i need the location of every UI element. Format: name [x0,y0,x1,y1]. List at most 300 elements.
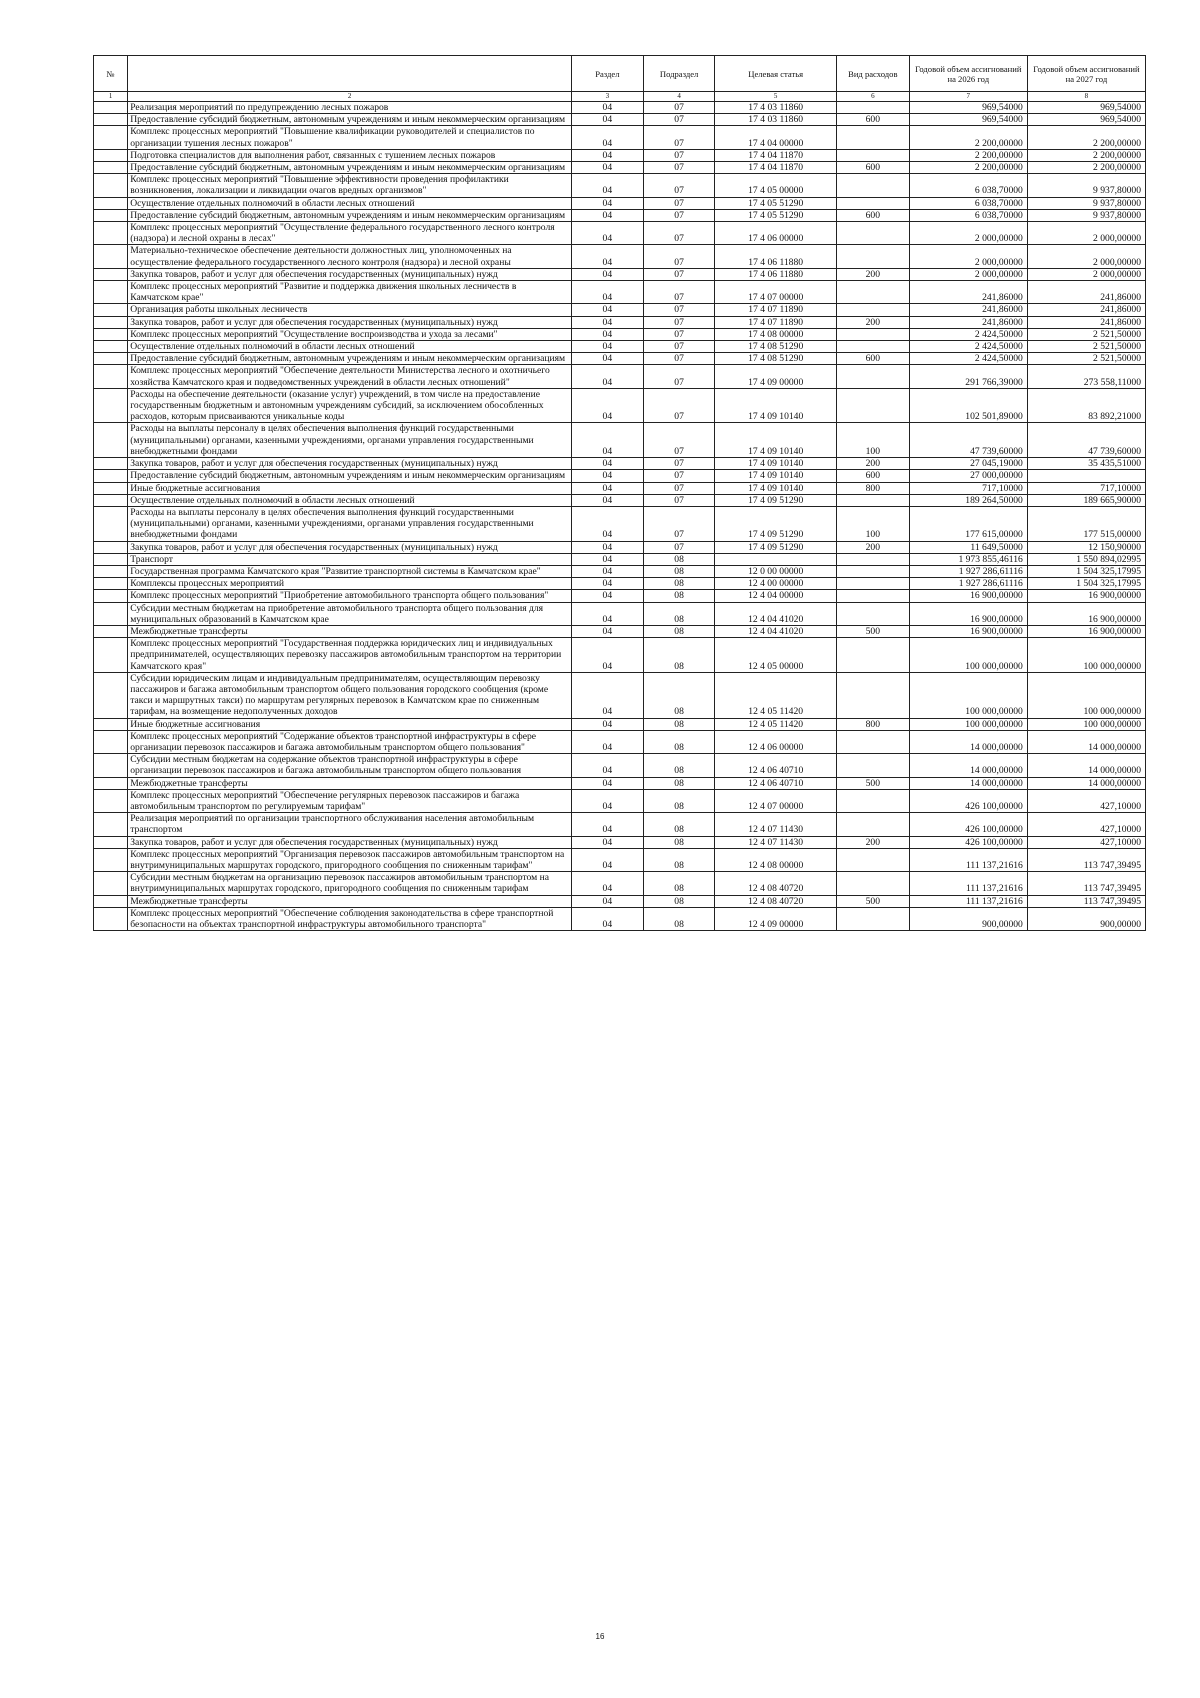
row-razdel-cell: 04 [571,754,643,777]
row-razdel-cell: 04 [571,907,643,930]
row-podrazdel-cell: 08 [643,730,715,753]
row-podrazdel-cell: 07 [643,506,715,541]
row-podrazdel-cell: 08 [643,872,715,895]
row-expense-type-cell [836,245,909,268]
header-expense-type: Вид расходов [836,56,909,92]
column-number: 8 [1027,92,1145,102]
row-amount-2026-cell: 969,54000 [909,114,1027,126]
row-target-article-cell: 17 4 07 00000 [715,281,836,304]
row-expense-type-cell: 200 [836,541,909,553]
table-row [94,222,1146,245]
row-podrazdel-cell: 07 [643,281,715,304]
row-name-cell: Организация работы школьных лесничеств [128,304,572,316]
row-expense-type-cell [836,638,909,673]
row-name-cell: Комплекс процессных мероприятий "Повышение эффективности проведения профилактики возникновения, локализации и ликвидации очагов вредных организмов" [128,174,572,197]
row-name-cell: Закупка товаров, работ и услуг для обеспечения государственных (муниципальных) нужд [128,316,572,328]
row-number-cell [94,353,128,365]
table-row [94,174,1146,197]
table-row [94,365,1146,388]
row-razdel-cell: 04 [571,304,643,316]
table-row [94,672,1146,718]
row-podrazdel-cell: 08 [643,565,715,577]
row-target-article-cell: 12 4 04 41020 [715,625,836,637]
row-name-cell: Подготовка специалистов для выполнения работ, связанных с тушением лесных пожаров [128,149,572,161]
row-expense-type-cell [836,328,909,340]
row-number-cell [94,209,128,221]
row-razdel-cell: 04 [571,268,643,280]
row-amount-2026-cell: 291 766,39000 [909,365,1027,388]
header-podrazdel: Подраздел [643,56,715,92]
row-razdel-cell: 04 [571,718,643,730]
row-name-cell: Осуществление отдельных полномочий в области лесных отношений [128,341,572,353]
row-number-cell [94,328,128,340]
row-amount-2027-cell: 9 937,80000 [1027,209,1145,221]
header-target-article: Целевая статья [715,56,836,92]
row-amount-2026-cell: 717,10000 [909,482,1027,494]
table-row [94,565,1146,577]
table-row [94,813,1146,836]
table-header-row [94,56,1146,92]
row-name-cell: Предоставление субсидий бюджетным, автономным учреждениям и иным некоммерческим организациям [128,114,572,126]
row-podrazdel-cell: 08 [643,777,715,789]
row-target-article-cell: 17 4 04 00000 [715,126,836,149]
row-target-article-cell: 17 4 09 10140 [715,458,836,470]
row-amount-2026-cell: 1 927 286,61116 [909,565,1027,577]
row-name-cell: Реализация мероприятий по организации транспортного обслуживания населения автомобильным транспортом [128,813,572,836]
table-row [94,872,1146,895]
row-amount-2027-cell: 2 200,00000 [1027,149,1145,161]
row-amount-2026-cell: 100 000,00000 [909,638,1027,673]
row-name-cell: Материально-техническое обеспечение деятельности должностных лиц, уполномоченных на осуществление федерального государственного лесного контроля (надзора) и лесной охраны [128,245,572,268]
row-razdel-cell: 04 [571,209,643,221]
table-row [94,281,1146,304]
row-podrazdel-cell: 07 [643,126,715,149]
row-podrazdel-cell: 07 [643,197,715,209]
row-number-cell [94,602,128,625]
row-name-cell: Иные бюджетные ассигнования [128,482,572,494]
row-name-cell: Комплекс процессных мероприятий "Содержание объектов транспортной инфраструктуры в сфере организации перевозок пассажиров и багажа автомобильным транспортом общего пользования" [128,730,572,753]
table-row [94,102,1146,114]
row-target-article-cell: 17 4 03 11860 [715,102,836,114]
row-razdel-cell: 04 [571,553,643,565]
row-podrazdel-cell: 08 [643,578,715,590]
row-number-cell [94,245,128,268]
row-number-cell [94,836,128,848]
table-row [94,470,1146,482]
row-podrazdel-cell: 07 [643,328,715,340]
row-number-cell [94,174,128,197]
row-amount-2026-cell: 6 038,70000 [909,174,1027,197]
row-number-cell [94,341,128,353]
row-amount-2026-cell: 47 739,60000 [909,423,1027,458]
row-expense-type-cell: 500 [836,895,909,907]
row-amount-2027-cell: 113 747,39495 [1027,895,1145,907]
column-number-row [94,92,1146,102]
row-razdel-cell: 04 [571,541,643,553]
table-row [94,907,1146,930]
row-expense-type-cell: 600 [836,353,909,365]
row-name-cell: Закупка товаров, работ и услуг для обеспечения государственных (муниципальных) нужд [128,541,572,553]
row-number-cell [94,813,128,836]
row-name-cell: Транспорт [128,553,572,565]
table-body [94,102,1146,931]
row-number-cell [94,718,128,730]
row-name-cell: Комплекс процессных мероприятий "Государственная поддержка юридических лиц и индивидуальных предпринимателей, осуществляющих перевозку пассажиров автомобильным транспортом на территории Камчатского края" [128,638,572,673]
row-target-article-cell: 12 4 04 00000 [715,590,836,602]
row-amount-2027-cell [1027,470,1145,482]
row-podrazdel-cell: 07 [643,102,715,114]
table-row [94,836,1146,848]
row-amount-2026-cell: 426 100,00000 [909,836,1027,848]
row-expense-type-cell: 600 [836,114,909,126]
row-amount-2026-cell: 100 000,00000 [909,672,1027,718]
row-amount-2027-cell: 47 739,60000 [1027,423,1145,458]
row-podrazdel-cell: 07 [643,174,715,197]
row-amount-2027-cell: 2 521,50000 [1027,341,1145,353]
row-expense-type-cell: 500 [836,625,909,637]
row-target-article-cell: 17 4 08 51290 [715,341,836,353]
row-amount-2026-cell: 2 424,50000 [909,341,1027,353]
row-podrazdel-cell: 08 [643,848,715,871]
row-target-article-cell: 17 4 08 00000 [715,328,836,340]
row-target-article-cell: 12 4 08 40720 [715,872,836,895]
row-amount-2026-cell: 16 900,00000 [909,602,1027,625]
row-razdel-cell: 04 [571,222,643,245]
row-name-cell: Иные бюджетные ассигнования [128,718,572,730]
row-amount-2027-cell: 427,10000 [1027,836,1145,848]
row-number-cell [94,304,128,316]
row-name-cell: Закупка товаров, работ и услуг для обеспечения государственных (муниципальных) нужд [128,836,572,848]
row-target-article-cell: 12 4 06 00000 [715,730,836,753]
row-expense-type-cell: 100 [836,423,909,458]
table-row [94,245,1146,268]
table-row [94,458,1146,470]
row-target-article-cell: 12 0 00 00000 [715,565,836,577]
row-target-article-cell: 17 4 09 10140 [715,482,836,494]
row-expense-type-cell [836,602,909,625]
row-razdel-cell: 04 [571,578,643,590]
row-podrazdel-cell: 07 [643,222,715,245]
row-amount-2027-cell: 1 504 325,17995 [1027,578,1145,590]
row-amount-2026-cell: 6 038,70000 [909,197,1027,209]
row-razdel-cell: 04 [571,789,643,812]
row-amount-2027-cell: 177 515,00000 [1027,506,1145,541]
row-razdel-cell: 04 [571,174,643,197]
row-amount-2027-cell: 2 200,00000 [1027,162,1145,174]
row-expense-type-cell: 200 [836,836,909,848]
header-razdel: Раздел [571,56,643,92]
row-podrazdel-cell: 08 [643,789,715,812]
table-row [94,541,1146,553]
row-name-cell: Предоставление субсидий бюджетным, автономным учреждениям и иным некоммерческим организациям [128,209,572,221]
row-amount-2027-cell: 2 521,50000 [1027,353,1145,365]
row-expense-type-cell [836,907,909,930]
row-amount-2026-cell: 900,00000 [909,907,1027,930]
row-amount-2026-cell: 969,54000 [909,102,1027,114]
row-target-article-cell: 17 4 04 11870 [715,149,836,161]
row-name-cell: Межбюджетные трансферты [128,625,572,637]
row-razdel-cell: 04 [571,197,643,209]
row-podrazdel-cell: 08 [643,813,715,836]
table-row [94,506,1146,541]
row-target-article-cell: 12 4 05 11420 [715,672,836,718]
row-amount-2026-cell: 2 200,00000 [909,149,1027,161]
row-number-cell [94,222,128,245]
table-row [94,553,1146,565]
row-amount-2027-cell: 100 000,00000 [1027,638,1145,673]
row-expense-type-cell [836,341,909,353]
table-row [94,625,1146,637]
row-amount-2027-cell: 12 150,90000 [1027,541,1145,553]
row-name-cell: Субсидии местным бюджетам на содержание объектов транспортной инфраструктуры в сфере организации перевозок пассажиров и багажа автомобильным транспортом общего пользования [128,754,572,777]
row-razdel-cell: 04 [571,638,643,673]
row-name-cell: Расходы на выплаты персоналу в целях обеспечения выполнения функций государственными (муниципальными) органами, казенными учреждениями, органами управления государственными внебюджетными фондами [128,423,572,458]
row-name-cell: Государственная программа Камчатского края "Развитие транспортной системы в Камчатском крае" [128,565,572,577]
row-name-cell: Субсидии юридическим лицам и индивидуальным предпринимателям, осуществляющим перевозку пассажиров и багажа автомобильным транспортом общего пользования городского сообщения (кроме такси и маршрутных такси) по маршрутам регулярных перевозок в Камчатском крае по сниженным тарифам, на возмещение недополученных доходов [128,672,572,718]
row-target-article-cell: 17 4 05 51290 [715,209,836,221]
row-number-cell [94,895,128,907]
row-number-cell [94,388,128,423]
row-razdel-cell: 04 [571,245,643,268]
row-expense-type-cell: 200 [836,458,909,470]
table-row [94,789,1146,812]
row-number-cell [94,482,128,494]
row-name-cell: Предоставление субсидий бюджетным, автономным учреждениям и иным некоммерческим организациям [128,162,572,174]
row-amount-2026-cell: 11 649,50000 [909,541,1027,553]
row-name-cell: Реализация мероприятий по предупреждению лесных пожаров [128,102,572,114]
row-podrazdel-cell: 07 [643,458,715,470]
row-podrazdel-cell: 07 [643,541,715,553]
row-razdel-cell: 04 [571,672,643,718]
row-amount-2026-cell: 6 038,70000 [909,209,1027,221]
row-target-article-cell: 17 4 09 10140 [715,388,836,423]
table-row [94,353,1146,365]
row-name-cell: Комплекс процессных мероприятий "Приобретение автомобильного транспорта общего пользования" [128,590,572,602]
row-number-cell [94,848,128,871]
row-expense-type-cell [836,365,909,388]
row-razdel-cell: 04 [571,482,643,494]
table-row [94,304,1146,316]
row-amount-2026-cell: 241,86000 [909,281,1027,304]
column-number: 5 [715,92,836,102]
row-razdel-cell: 04 [571,590,643,602]
row-amount-2027-cell: 9 937,80000 [1027,197,1145,209]
row-target-article-cell: 12 4 05 00000 [715,638,836,673]
row-podrazdel-cell: 08 [643,907,715,930]
row-expense-type-cell: 200 [836,316,909,328]
row-podrazdel-cell: 08 [643,718,715,730]
row-amount-2026-cell: 14 000,00000 [909,777,1027,789]
row-amount-2026-cell: 14 000,00000 [909,754,1027,777]
row-razdel-cell: 04 [571,813,643,836]
row-expense-type-cell [836,730,909,753]
row-amount-2027-cell: 969,54000 [1027,114,1145,126]
row-amount-2026-cell: 177 615,00000 [909,506,1027,541]
row-expense-type-cell [836,174,909,197]
row-number-cell [94,316,128,328]
row-podrazdel-cell: 07 [643,470,715,482]
row-target-article-cell: 17 4 05 00000 [715,174,836,197]
row-expense-type-cell [836,848,909,871]
table-row [94,341,1146,353]
row-podrazdel-cell: 07 [643,482,715,494]
row-name-cell: Осуществление отдельных полномочий в области лесных отношений [128,197,572,209]
table-row [94,197,1146,209]
row-expense-type-cell [836,813,909,836]
row-amount-2027-cell: 100 000,00000 [1027,718,1145,730]
row-name-cell: Межбюджетные трансферты [128,777,572,789]
row-expense-type-cell: 500 [836,777,909,789]
row-number-cell [94,789,128,812]
row-podrazdel-cell: 07 [643,268,715,280]
row-podrazdel-cell: 08 [643,590,715,602]
table-row [94,777,1146,789]
row-razdel-cell: 04 [571,281,643,304]
row-amount-2027-cell: 427,10000 [1027,813,1145,836]
table-row [94,388,1146,423]
column-number: 2 [128,92,572,102]
row-expense-type-cell: 800 [836,718,909,730]
row-number-cell [94,754,128,777]
row-name-cell: Закупка товаров, работ и услуг для обеспечения государственных (муниципальных) нужд [128,458,572,470]
row-expense-type-cell [836,126,909,149]
row-name-cell: Предоставление субсидий бюджетным, автономным учреждениям и иным некоммерческим организациям [128,353,572,365]
row-expense-type-cell [836,789,909,812]
row-amount-2027-cell: 113 747,39495 [1027,848,1145,871]
row-amount-2027-cell: 14 000,00000 [1027,754,1145,777]
row-amount-2027-cell: 16 900,00000 [1027,625,1145,637]
row-razdel-cell: 04 [571,836,643,848]
row-number-cell [94,126,128,149]
table-row [94,114,1146,126]
row-podrazdel-cell: 07 [643,245,715,268]
row-expense-type-cell: 600 [836,470,909,482]
row-target-article-cell: 17 4 05 51290 [715,197,836,209]
row-expense-type-cell [836,102,909,114]
row-name-cell: Расходы на выплаты персоналу в целях обеспечения выполнения функций государственными (муниципальными) органами, казенными учреждениями, органами управления государственными внебюджетными фондами [128,506,572,541]
row-razdel-cell: 04 [571,777,643,789]
row-razdel-cell: 04 [571,730,643,753]
row-razdel-cell: 04 [571,341,643,353]
row-number-cell [94,268,128,280]
row-amount-2026-cell: 2 200,00000 [909,126,1027,149]
table-row [94,482,1146,494]
row-podrazdel-cell: 07 [643,149,715,161]
row-number-cell [94,506,128,541]
row-expense-type-cell: 100 [836,506,909,541]
row-razdel-cell: 04 [571,126,643,149]
row-razdel-cell: 04 [571,149,643,161]
row-number-cell [94,590,128,602]
table-row [94,162,1146,174]
row-number-cell [94,730,128,753]
row-podrazdel-cell: 07 [643,316,715,328]
row-target-article-cell: 17 4 03 11860 [715,114,836,126]
row-amount-2026-cell: 241,86000 [909,304,1027,316]
row-amount-2027-cell: 1 550 894,02995 [1027,553,1145,565]
row-amount-2027-cell: 2 521,50000 [1027,328,1145,340]
row-number-cell [94,102,128,114]
row-amount-2026-cell: 100 000,00000 [909,718,1027,730]
row-amount-2027-cell: 2 000,00000 [1027,268,1145,280]
row-amount-2026-cell: 111 137,21616 [909,848,1027,871]
row-target-article-cell: 17 4 09 51290 [715,541,836,553]
row-podrazdel-cell: 08 [643,602,715,625]
row-amount-2027-cell: 100 000,00000 [1027,672,1145,718]
row-target-article-cell: 12 4 08 00000 [715,848,836,871]
table-row [94,209,1146,221]
row-target-article-cell: 12 4 06 40710 [715,754,836,777]
table-row [94,730,1146,753]
row-amount-2027-cell: 14 000,00000 [1027,730,1145,753]
row-podrazdel-cell: 07 [643,388,715,423]
row-amount-2026-cell: 111 137,21616 [909,895,1027,907]
row-target-article-cell: 17 4 07 11890 [715,316,836,328]
row-number-cell [94,494,128,506]
row-amount-2027-cell: 14 000,00000 [1027,777,1145,789]
row-razdel-cell: 04 [571,895,643,907]
row-name-cell: Осуществление отдельных полномочий в области лесных отношений [128,494,572,506]
row-name-cell: Комплексы процессных мероприятий [128,578,572,590]
table-row [94,638,1146,673]
row-amount-2027-cell: 16 900,00000 [1027,602,1145,625]
row-razdel-cell: 04 [571,162,643,174]
row-number-cell [94,541,128,553]
row-target-article-cell: 12 4 04 41020 [715,602,836,625]
row-razdel-cell: 04 [571,565,643,577]
row-expense-type-cell [836,494,909,506]
row-amount-2027-cell: 241,86000 [1027,281,1145,304]
row-expense-type-cell [836,578,909,590]
row-expense-type-cell [836,388,909,423]
row-podrazdel-cell: 07 [643,209,715,221]
column-number: 7 [909,92,1027,102]
table-row [94,423,1146,458]
row-target-article-cell: 12 4 07 11430 [715,836,836,848]
row-podrazdel-cell: 08 [643,754,715,777]
row-target-article-cell: 17 4 09 00000 [715,365,836,388]
row-expense-type-cell [836,197,909,209]
row-number-cell [94,423,128,458]
row-razdel-cell: 04 [571,506,643,541]
column-number: 4 [643,92,715,102]
row-number-cell [94,114,128,126]
row-amount-2027-cell: 900,00000 [1027,907,1145,930]
row-amount-2027-cell: 1 504 325,17995 [1027,565,1145,577]
row-target-article-cell: 12 4 05 11420 [715,718,836,730]
row-podrazdel-cell: 08 [643,625,715,637]
row-amount-2026-cell: 14 000,00000 [909,730,1027,753]
row-razdel-cell: 04 [571,353,643,365]
row-podrazdel-cell: 07 [643,341,715,353]
row-amount-2027-cell: 189 665,90000 [1027,494,1145,506]
row-amount-2026-cell: 1 927 286,61116 [909,578,1027,590]
row-number-cell [94,625,128,637]
row-name-cell: Комплекс процессных мероприятий "Обеспечение регулярных перевозок пассажиров и багажа автомобильным транспортом по регулируемым тарифам" [128,789,572,812]
row-razdel-cell: 04 [571,625,643,637]
row-amount-2026-cell: 27 045,19000 [909,458,1027,470]
row-expense-type-cell [836,590,909,602]
header-amount-2027: Годовой объем ассигнований на 2027 год [1027,56,1145,92]
row-number-cell [94,872,128,895]
row-expense-type-cell [836,222,909,245]
row-podrazdel-cell: 07 [643,353,715,365]
row-razdel-cell: 04 [571,114,643,126]
row-podrazdel-cell: 07 [643,494,715,506]
row-amount-2026-cell: 2 000,00000 [909,222,1027,245]
row-amount-2026-cell: 189 264,50000 [909,494,1027,506]
row-razdel-cell: 04 [571,423,643,458]
